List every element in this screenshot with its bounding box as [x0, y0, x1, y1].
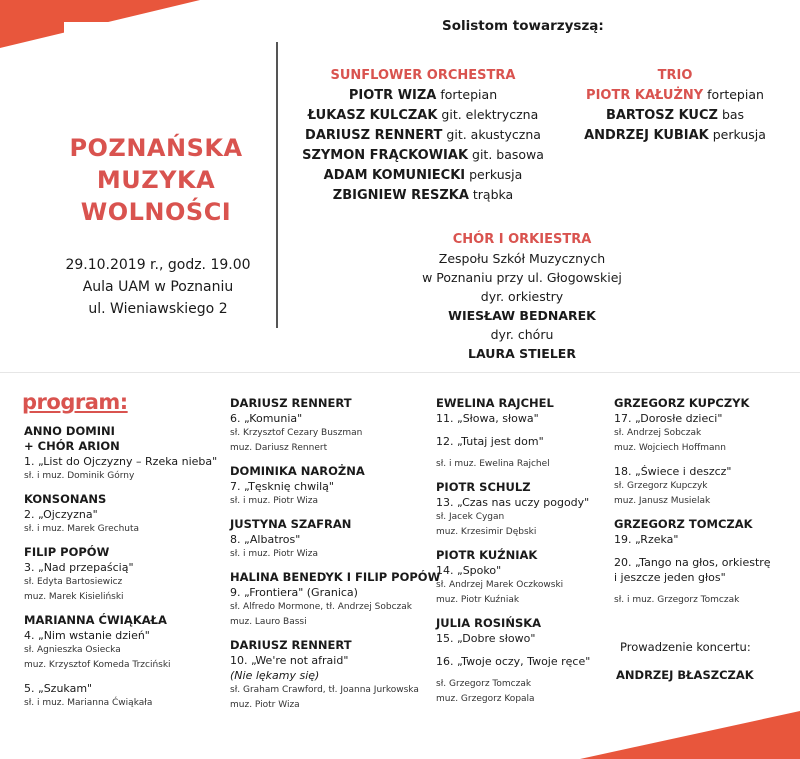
decor-corner-bottom-right	[580, 711, 800, 759]
title-line: POZNAŃSKA	[69, 134, 243, 162]
song-credit: sł. i muz. Ewelina Rajchel	[436, 459, 550, 469]
program-column-1	[24, 424, 224, 711]
program-column-4	[614, 396, 794, 608]
song-subtitle: (Nie lękamy się)	[230, 669, 320, 682]
musician: ZBIGNIEW RESZKA trąbka	[332, 187, 514, 203]
title-line: MUZYKA	[96, 166, 216, 194]
soloists-heading: Solistom towarzyszą:	[442, 18, 604, 34]
song-credit: sł. Jacek Cygan	[436, 512, 505, 522]
musician: ŁUKASZ KULCZAK git. elektryczna	[307, 107, 539, 123]
choir-name: CHÓR I ORKIESTRA	[452, 232, 592, 247]
program-column-3	[436, 396, 606, 707]
performer-name: JULIA ROSIŃSKA	[436, 616, 542, 630]
song-credit: sł. i muz. Grzegorz Tomczak	[614, 595, 740, 605]
musician: DARIUSZ RENNERT git. akustyczna	[305, 127, 541, 143]
musician: PIOTR WIZA fortepian	[348, 87, 498, 103]
event-info	[40, 254, 276, 320]
song-credit: sł. i muz. Marianna Ćwiąkała	[24, 698, 153, 708]
spacer	[614, 509, 794, 517]
choir-director: dyr. chóru LAURA STIELER	[468, 327, 576, 361]
song-credit: sł. i muz. Piotr Wiza	[230, 549, 319, 559]
event-title	[40, 132, 272, 228]
performer-name: EWELINA RAJCHEL	[436, 396, 554, 410]
song-credit: muz. Krzesimir Dębski	[436, 527, 537, 537]
performer-name: JUSTYNA SZAFRAN	[230, 517, 352, 531]
song-credit: muz. Piotr Kuźniak	[436, 595, 520, 605]
song-credit: sł. Graham Crawford, tł. Joanna Jurkowska	[230, 685, 419, 695]
song-title: 3. „Nad przepaścią"	[24, 561, 134, 574]
performer-name: PIOTR KUŹNIAK	[436, 548, 538, 562]
song-title: 2. „Ojczyzna"	[24, 508, 98, 521]
spacer	[436, 449, 606, 457]
song-title: 10. „We're not afraid"	[230, 654, 349, 667]
song-credit: sł. Grzegorz Tomczak	[436, 679, 532, 689]
song-credit: muz. Dariusz Rennert	[230, 443, 328, 453]
song-title: 17. „Dorosłe dzieci"	[614, 412, 723, 425]
event-venue: Aula UAM w Poznaniu	[82, 279, 234, 295]
spacer	[230, 456, 430, 464]
trio-leader: PIOTR KAŁUŻNY fortepian	[586, 87, 764, 103]
song-title: 12. „Tutaj jest dom"	[436, 435, 544, 448]
fold-line	[0, 372, 800, 373]
performer-name: GRZEGORZ KUPCZYK	[614, 396, 750, 410]
performer-name: DARIUSZ RENNERT	[230, 396, 352, 410]
song-credit: muz. Krzysztof Komeda Trzciński	[24, 660, 171, 670]
program-column-2	[230, 396, 441, 713]
performer-name: HALINA BENEDYK I FILIP POPÓW	[230, 570, 441, 584]
song-title: 9. „Frontiera" (Granica)	[230, 586, 358, 599]
song-title: 16. „Twoje oczy, Twoje ręce"	[436, 655, 591, 668]
song-credit: sł. Krzysztof Cezary Buszman	[230, 428, 363, 438]
orchestra-section	[292, 66, 554, 205]
spacer	[230, 562, 430, 570]
song-credit: muz. Piotr Wiza	[230, 700, 300, 710]
vertical-divider	[276, 42, 278, 328]
spacer	[230, 630, 430, 638]
title-line: WOLNOŚCI	[80, 198, 232, 226]
choir-line: w Poznaniu przy ul. Głogowskiej	[422, 270, 622, 285]
spacer	[436, 608, 606, 616]
song-title: 5. „Szukam"	[24, 682, 93, 695]
song-credit: sł. Grzegorz Kupczyk	[614, 481, 708, 491]
program-heading: program:	[22, 390, 128, 414]
spacer	[614, 585, 794, 593]
performer-name: GRZEGORZ TOMCZAK	[614, 517, 753, 531]
event-date: 29.10.2019 r., godz. 19.00	[65, 257, 251, 273]
orchestra-director: dyr. orkiestry WIESŁAW BEDNAREK	[448, 289, 596, 323]
trio-section	[570, 66, 780, 145]
spacer	[230, 509, 430, 517]
musician: SZYMON FRĄCKOWIAK git. basowa	[302, 147, 544, 163]
host-name: ANDRZEJ BŁASZCZAK	[616, 668, 754, 682]
song-title: i jeszcze jeden głos"	[614, 571, 726, 584]
song-credit: muz. Wojciech Hoffmann	[614, 443, 726, 453]
spacer	[24, 605, 224, 613]
choir-line: Zespołu Szkół Muzycznych	[438, 251, 606, 266]
song-credit: sł. Alfredo Mormone, tł. Andrzej Sobczak	[230, 602, 412, 612]
song-title: 7. „Tęsknię chwilą"	[230, 480, 334, 493]
song-credit: sł. i muz. Dominik Górny	[24, 471, 135, 481]
song-title: 1. „List do Ojczyzny – Rzeka nieba"	[24, 455, 218, 468]
musician: BARTOSZ KUCZ bas	[605, 107, 745, 123]
host-label: Prowadzenie koncertu:	[620, 640, 751, 654]
song-title: 20. „Tango na głos, orkiestrę	[614, 556, 771, 569]
song-credit: sł. Andrzej Sobczak	[614, 428, 702, 438]
spacer	[614, 547, 794, 555]
orchestra-name: SUNFLOWER ORCHESTRA	[330, 68, 516, 83]
song-title: 6. „Komunia"	[230, 412, 303, 425]
performer-name: DARIUSZ RENNERT	[230, 638, 352, 652]
spacer	[614, 456, 794, 464]
song-title: 19. „Rzeka"	[614, 533, 679, 546]
performer-name: KONSONANS	[24, 492, 107, 506]
performer-name: FILIP POPÓW	[24, 545, 110, 559]
choir-section	[392, 230, 652, 363]
event-address: ul. Wieniawskiego 2	[88, 301, 228, 317]
song-credit: muz. Marek Kisieliński	[24, 592, 124, 602]
performer-name: PIOTR SCHULZ	[436, 480, 531, 494]
song-title: 11. „Słowa, słowa"	[436, 412, 539, 425]
blank-label-area	[64, 22, 232, 70]
trio-name: TRIO	[657, 68, 693, 83]
performer-name: ANNO DOMINI	[24, 424, 115, 438]
musician: ADAM KOMUNIECKI perkusja	[323, 167, 523, 183]
song-title: 8. „Albatros"	[230, 533, 301, 546]
song-credit: sł. Andrzej Marek Oczkowski	[436, 580, 564, 590]
performer-name: MARIANNA ĆWIĄKAŁA	[24, 613, 167, 627]
song-credit: sł. i muz. Piotr Wiza	[230, 496, 319, 506]
song-credit: sł. Agnieszka Osiecka	[24, 645, 121, 655]
spacer	[24, 484, 224, 492]
song-credit: sł. i muz. Marek Grechuta	[24, 524, 140, 534]
song-title: 4. „Nim wstanie dzień"	[24, 629, 150, 642]
performer-name: + CHÓR ARION	[24, 439, 120, 453]
song-credit: muz. Janusz Musielak	[614, 496, 711, 506]
song-title: 15. „Dobre słowo"	[436, 632, 536, 645]
spacer	[24, 673, 224, 681]
song-credit: muz. Lauro Bassi	[230, 617, 307, 627]
musician: ANDRZEJ KUBIAK perkusja	[584, 127, 766, 143]
spacer	[24, 537, 224, 545]
spacer	[436, 669, 606, 677]
spacer	[436, 540, 606, 548]
song-title: 18. „Świece i deszcz"	[614, 465, 732, 478]
song-credit: muz. Grzegorz Kopala	[436, 694, 535, 704]
song-title: 13. „Czas nas uczy pogody"	[436, 496, 590, 509]
spacer	[436, 646, 606, 654]
performer-name: DOMINIKA NAROŻNA	[230, 464, 365, 478]
spacer	[436, 426, 606, 434]
song-title: 14. „Spoko"	[436, 564, 502, 577]
song-credit: sł. Edyta Bartosiewicz	[24, 577, 123, 587]
spacer	[436, 472, 606, 480]
